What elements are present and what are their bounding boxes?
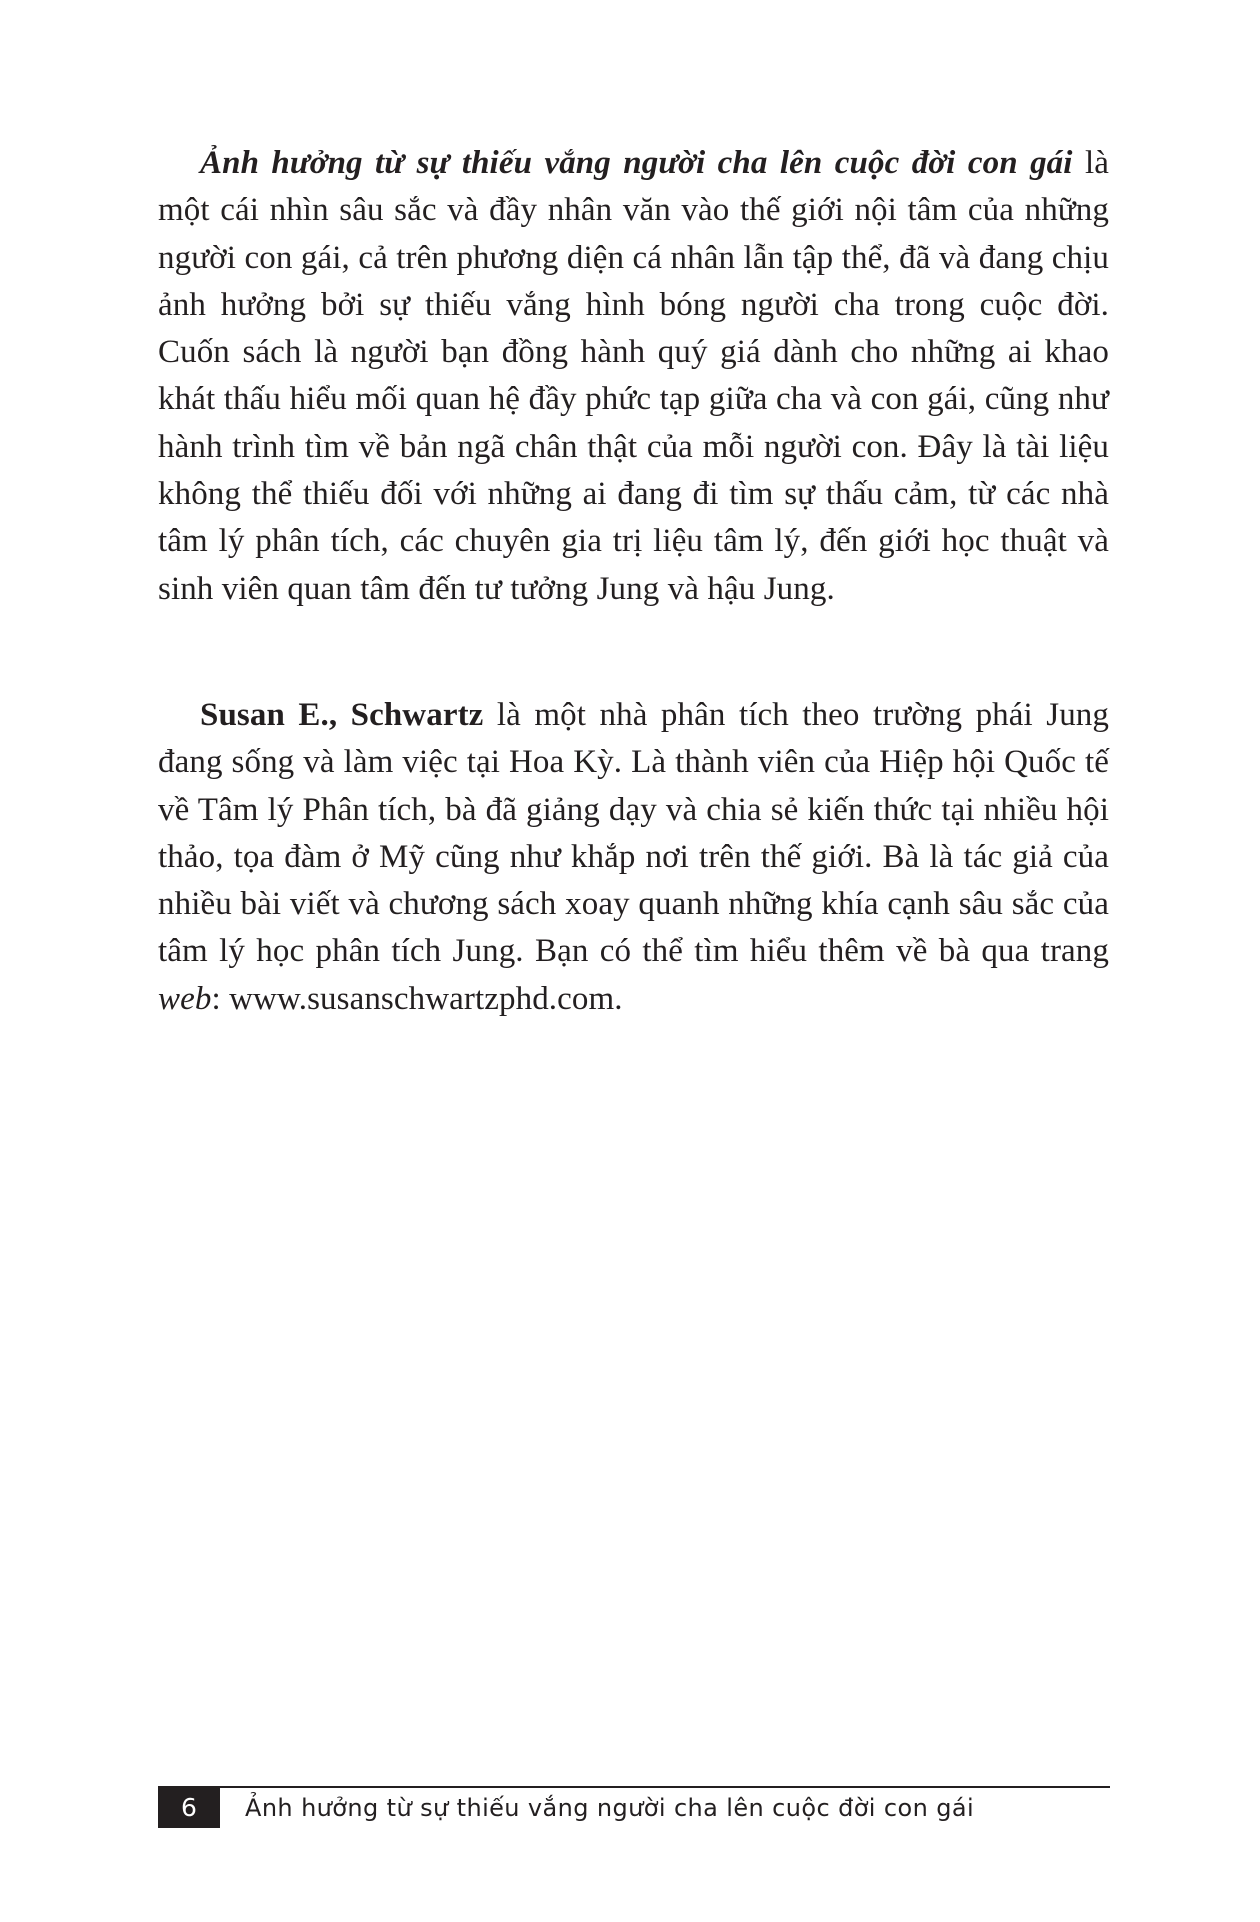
intro-paragraph	[158, 140, 1109, 613]
author-name: Susan E., Schwartz	[200, 697, 484, 733]
author-paragraph-block	[158, 692, 1109, 1023]
intro-paragraph-block	[158, 140, 1109, 613]
book-title-emphasis: Ảnh hưởng từ sự thiếu vắng người cha lên cuộc đời con gái	[200, 145, 1073, 181]
page-number: 6	[158, 1788, 220, 1828]
author-bio-text: là một nhà phân tích theo trường phái Jung đang sống và làm việc tại Hoa Kỳ. Là thành viên của Hiệp hội Quốc tế về Tâm lý Phân tích, bà đã giảng dạy và chia sẻ kiến thức tại nhiều hội thảo, tọa đàm ở Mỹ cũng như khắp nơi trên thế giới. Bà là tác giả của nhiều bài viết và chương sách xoay quanh những khía cạnh sâu sắc của tâm lý học phân tích Jung. Bạn có thể tìm hiểu thêm về bà qua trang	[158, 697, 1109, 970]
intro-text: là một cái nhìn sâu sắc và đầy nhân văn vào thế giới nội tâm của những người con gái, cả trên phương diện cá nhân lẫn tập thể, đã và đang chịu ảnh hưởng bởi sự thiếu vắng hình bóng người cha trong cuộc đời. Cuốn sách là người bạn đồng hành quý giá dành cho những ai khao khát thấu hiểu mối quan hệ đầy phức tạp giữa cha và con gái, cũng như hành trình tìm về bản ngã chân thật của mỗi người con. Đây là tài liệu không thể thiếu đối với những ai đang đi tìm sự thấu cảm, từ các nhà tâm lý phân tích, các chuyên gia trị liệu tâm lý, đến giới học thuật và sinh viên quan tâm đến tư tưởng Jung và hậu Jung.	[158, 145, 1109, 607]
website-text: : www.susanschwartzphd.com.	[211, 980, 623, 1017]
web-label: web	[158, 980, 212, 1017]
running-title: Ảnh hưởng từ sự thiếu vắng người cha lên cuộc đời con gái	[245, 1794, 975, 1822]
author-paragraph	[158, 692, 1109, 1023]
